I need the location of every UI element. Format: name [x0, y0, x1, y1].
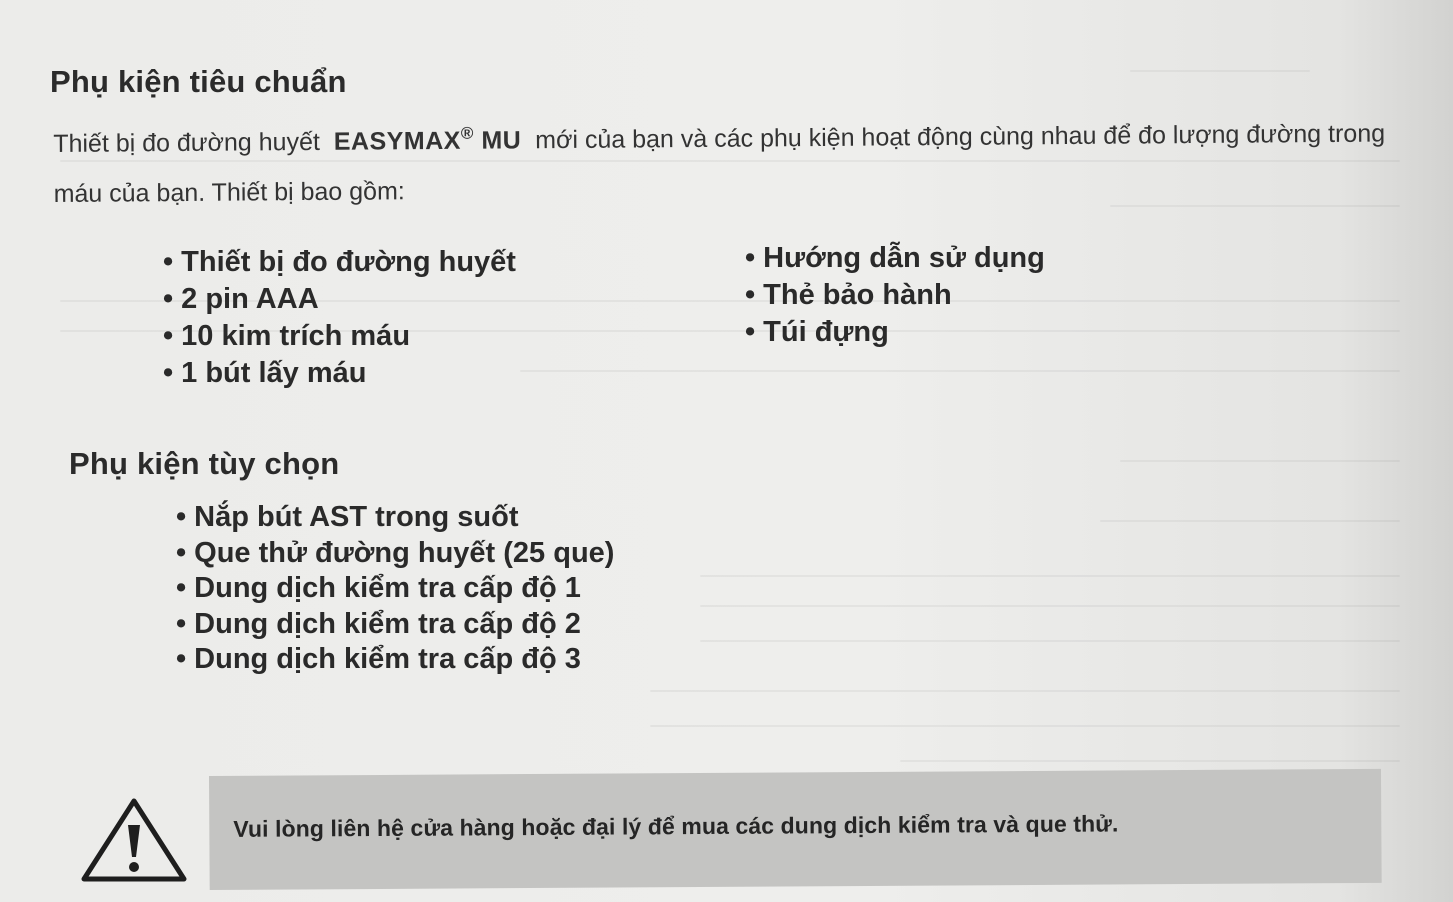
notice-box [209, 769, 1382, 890]
intro-paragraph [53, 101, 1414, 219]
list-item: • Dung dịch kiểm tra cấp độ 2 [176, 607, 614, 643]
list-item: • Thẻ bảo hành [745, 277, 1045, 314]
list-item: • 1 bút lấy máu [163, 355, 516, 392]
intro-before-text: Thiết bị đo đường huyết [53, 127, 320, 158]
list-item: • Dung dịch kiểm tra cấp độ 1 [176, 571, 614, 607]
list-item: • Dung dịch kiểm tra cấp độ 3 [176, 642, 614, 678]
list-item: • Thiết bị đo đường huyết [163, 244, 516, 281]
list-item: • Túi đựng [745, 314, 1045, 351]
registered-mark: ® [460, 123, 474, 143]
brand-name: EASYMAX® MU [333, 123, 522, 156]
list-item: • 10 kim trích máu [163, 318, 516, 355]
list-item: • 2 pin AAA [163, 281, 516, 318]
optional-accessories-title: Phụ kiện tùy chọn [69, 446, 340, 481]
list-item: • Que thử đường huyết (25 que) [176, 536, 614, 572]
intro-after-text: mới của bạn và các phụ kiện hoạt động cùng nhau để đo lượng đường trong máu của bạn. Thiết bị bao gồm: [53, 119, 1386, 208]
model-name: MU [481, 126, 522, 155]
warning-triangle-icon [80, 797, 188, 883]
list-item: • Hướng dẫn sử dụng [745, 240, 1045, 277]
standard-items-list-left [163, 244, 516, 392]
standard-accessories-title: Phụ kiện tiêu chuẩn [50, 64, 347, 99]
notice-text: Vui lòng liên hệ cửa hàng hoặc đại lý để mua các dung dịch kiểm tra và que thử. [233, 810, 1119, 842]
list-item: • Nắp bút AST trong suốt [176, 500, 614, 536]
optional-items-list [176, 500, 614, 678]
standard-items-list-right [745, 240, 1045, 351]
